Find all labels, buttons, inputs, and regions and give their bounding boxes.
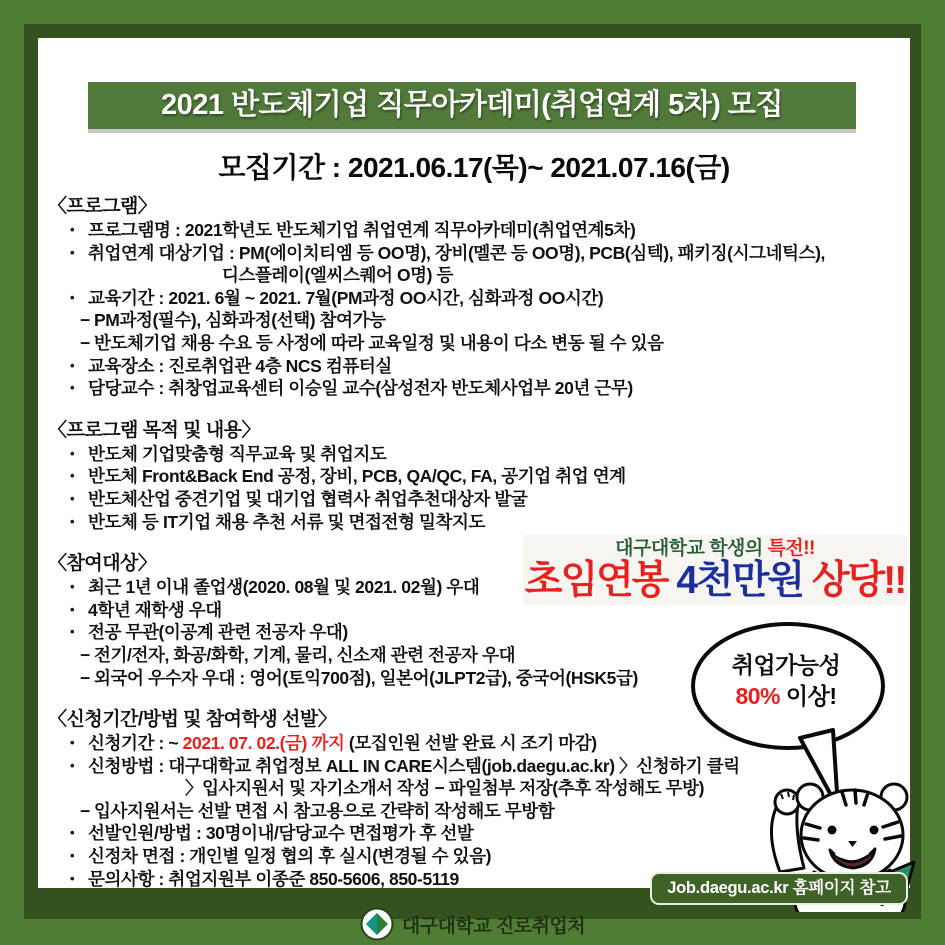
list-marker: •: [70, 513, 75, 529]
list-marker: •: [70, 468, 75, 484]
text-line: [48, 511, 900, 534]
text-segment: 전공 무관(이공계 관련 전공자 우대): [88, 622, 348, 643]
text-segment: 반도체 등 IT기업 채용 추천 서류 및 면접전형 밀착지도: [88, 511, 486, 532]
text-line: [48, 377, 900, 400]
list-marker: •: [70, 244, 75, 260]
list-marker: •: [70, 579, 75, 595]
text-segment: 전기/전자, 화공/화학, 기계, 물리, 신소재 관련 전공자 우대: [94, 644, 516, 665]
text-line: [48, 219, 900, 242]
text-segment: 취업가능성: [731, 652, 841, 678]
text-line: [48, 264, 900, 287]
text-segment: 특전!!: [767, 538, 815, 559]
text-line: [48, 465, 900, 488]
text-segment: 대구대학교 학생의: [615, 538, 768, 559]
list-marker: •: [70, 445, 75, 461]
text-segment: 신청방법 : 대구대학교 취업정보 ALL IN CARE시스템(job.daegu.ac.kr) 〉신청하기 클릭: [88, 755, 740, 776]
list-marker: •: [70, 222, 75, 237]
text-segment: 신정차 면접 : 개인별 일정 협의 후 실시(변경될 수 있음): [88, 846, 492, 867]
text-segment: 〉입사지원서 및 자기소개서 작성 − 파일첨부 저장(추후 작성해도 무방): [185, 778, 705, 799]
text-segment: 입사지원서는 선발 면접 시 참고용으로 간략히 작성해도 무방함: [94, 800, 555, 821]
text-segment: 이상!: [780, 683, 837, 709]
text-segment: 4천만원: [676, 559, 804, 602]
section-header: 〈프로그램〉: [48, 196, 157, 217]
text-segment: 담당교수 : 취창업교육센터 이승일 교수(삼성전자 반도체사업부 20년 근무): [88, 378, 633, 399]
text-segment: 반도체산업 중견기업 및 대기업 협력사 취업추천대상자 발굴: [88, 488, 528, 509]
list-marker: −: [80, 644, 90, 665]
list-marker: •: [70, 357, 75, 373]
text-segment: 교육기간 : 2021. 6월 ~ 2021. 7월(PM과정 OO시간, 심화과정 OO시간): [88, 287, 604, 308]
salary-perk-banner: [523, 535, 907, 605]
text-line: [48, 309, 900, 332]
speech-bubble-line2: [701, 681, 871, 712]
text-segment: 교육장소 : 진로취업관 4층 NCS 컴퓨터실: [88, 355, 392, 376]
footer-organization-label: 대구대학교 진로취업처: [401, 915, 586, 937]
text-segment: 프로그램명 : 2021학년도 반도체기업 취업연계 직무아카데미(취업연계5차): [88, 220, 636, 240]
list-marker: •: [70, 380, 75, 396]
text-segment: 80%: [735, 683, 781, 709]
text-segment: 문의사항 : 취업지원부 이종준 850-5606, 850-5119: [88, 868, 459, 889]
list-marker: •: [70, 289, 75, 305]
text-segment: (모집인원 선발 완료 시 조기 마감): [344, 733, 597, 754]
text-line: [48, 287, 900, 310]
list-marker: −: [80, 800, 90, 821]
list-marker: •: [70, 870, 75, 886]
text-segment: 반도체기업 채용 수요 등 사정에 따라 교육일정 및 내용이 다소 변동 될 수 있음: [94, 332, 664, 353]
section-header: 〈프로그램 목적 및 내용〉: [48, 419, 261, 441]
text-line: [48, 488, 900, 511]
list-marker: •: [70, 601, 75, 617]
perk-banner-line2: [523, 559, 907, 603]
perk-banner-line1: [523, 538, 907, 559]
list-marker: •: [70, 490, 75, 506]
university-emblem-icon: [360, 907, 394, 941]
text-line: [48, 332, 900, 355]
list-marker: −: [80, 667, 90, 688]
list-marker: •: [70, 757, 75, 773]
homepage-link-button[interactable]: Job.daegu.ac.kr 홈페이지 참고: [650, 872, 908, 905]
list-marker: •: [70, 848, 75, 864]
text-line: [48, 242, 900, 265]
text-segment: 반도체 Front&Back End 공정, 장비, PCB, QA/QC, FA, 공기업 취업 연계: [88, 466, 626, 487]
page-title: 2021 반도체기업 직무아카데미(취업연계 5차) 모집: [88, 82, 856, 129]
text-segment: 반도체 기업맞춤형 직무교육 및 취업지도: [88, 443, 387, 464]
speech-bubble-line1: [701, 650, 871, 681]
text-segment: 선발인원/방법 : 30명이내/담당교수 면접평가 후 선발: [88, 823, 474, 844]
text-segment: 외국어 우수자 우대 : 영어(토익700점), 일본어(JLPT2급), 중국어(HSK5급): [94, 667, 638, 688]
text-segment: 최근 1년 이내 졸업생(2020. 08월 및 2021. 02월) 우대: [88, 577, 480, 598]
text-segment: 2021. 07. 02.(금) 까지: [182, 733, 345, 754]
section-header: 〈신청기간/방법 및 참여학생 선발〉: [48, 709, 337, 731]
list-marker: •: [70, 735, 75, 751]
text-segment: 4학년 재학생 우대: [88, 599, 222, 620]
list-marker: •: [70, 825, 75, 841]
poster-content-area: [38, 38, 910, 888]
text-segment: 디스플레이(엘씨스퀘어 O명) 등: [222, 265, 454, 286]
list-marker: •: [70, 624, 75, 640]
text-segment: 취업연계 대상기업 : PM(에이치티엠 등 OO명), 장비(멜콘 등 OO명), PCB(심텍), 패키징(시그네틱스),: [88, 242, 826, 263]
speech-bubble-text: [701, 650, 871, 712]
text-segment: 신청기간 : ~: [88, 733, 183, 754]
text-segment: 상당!!: [803, 559, 906, 602]
text-segment: 초임연봉: [524, 559, 677, 602]
text-line: [48, 443, 900, 466]
list-marker: −: [80, 332, 90, 353]
text-segment: PM과정(필수), 심화과정(선택) 참여가능: [94, 310, 386, 331]
text-line: [48, 355, 900, 378]
recruit-period-text: 모집기간 : 2021.06.17(목)~ 2021.07.16(금): [218, 152, 730, 183]
list-marker: −: [80, 310, 90, 331]
section-header: 〈참여대상〉: [48, 553, 157, 575]
